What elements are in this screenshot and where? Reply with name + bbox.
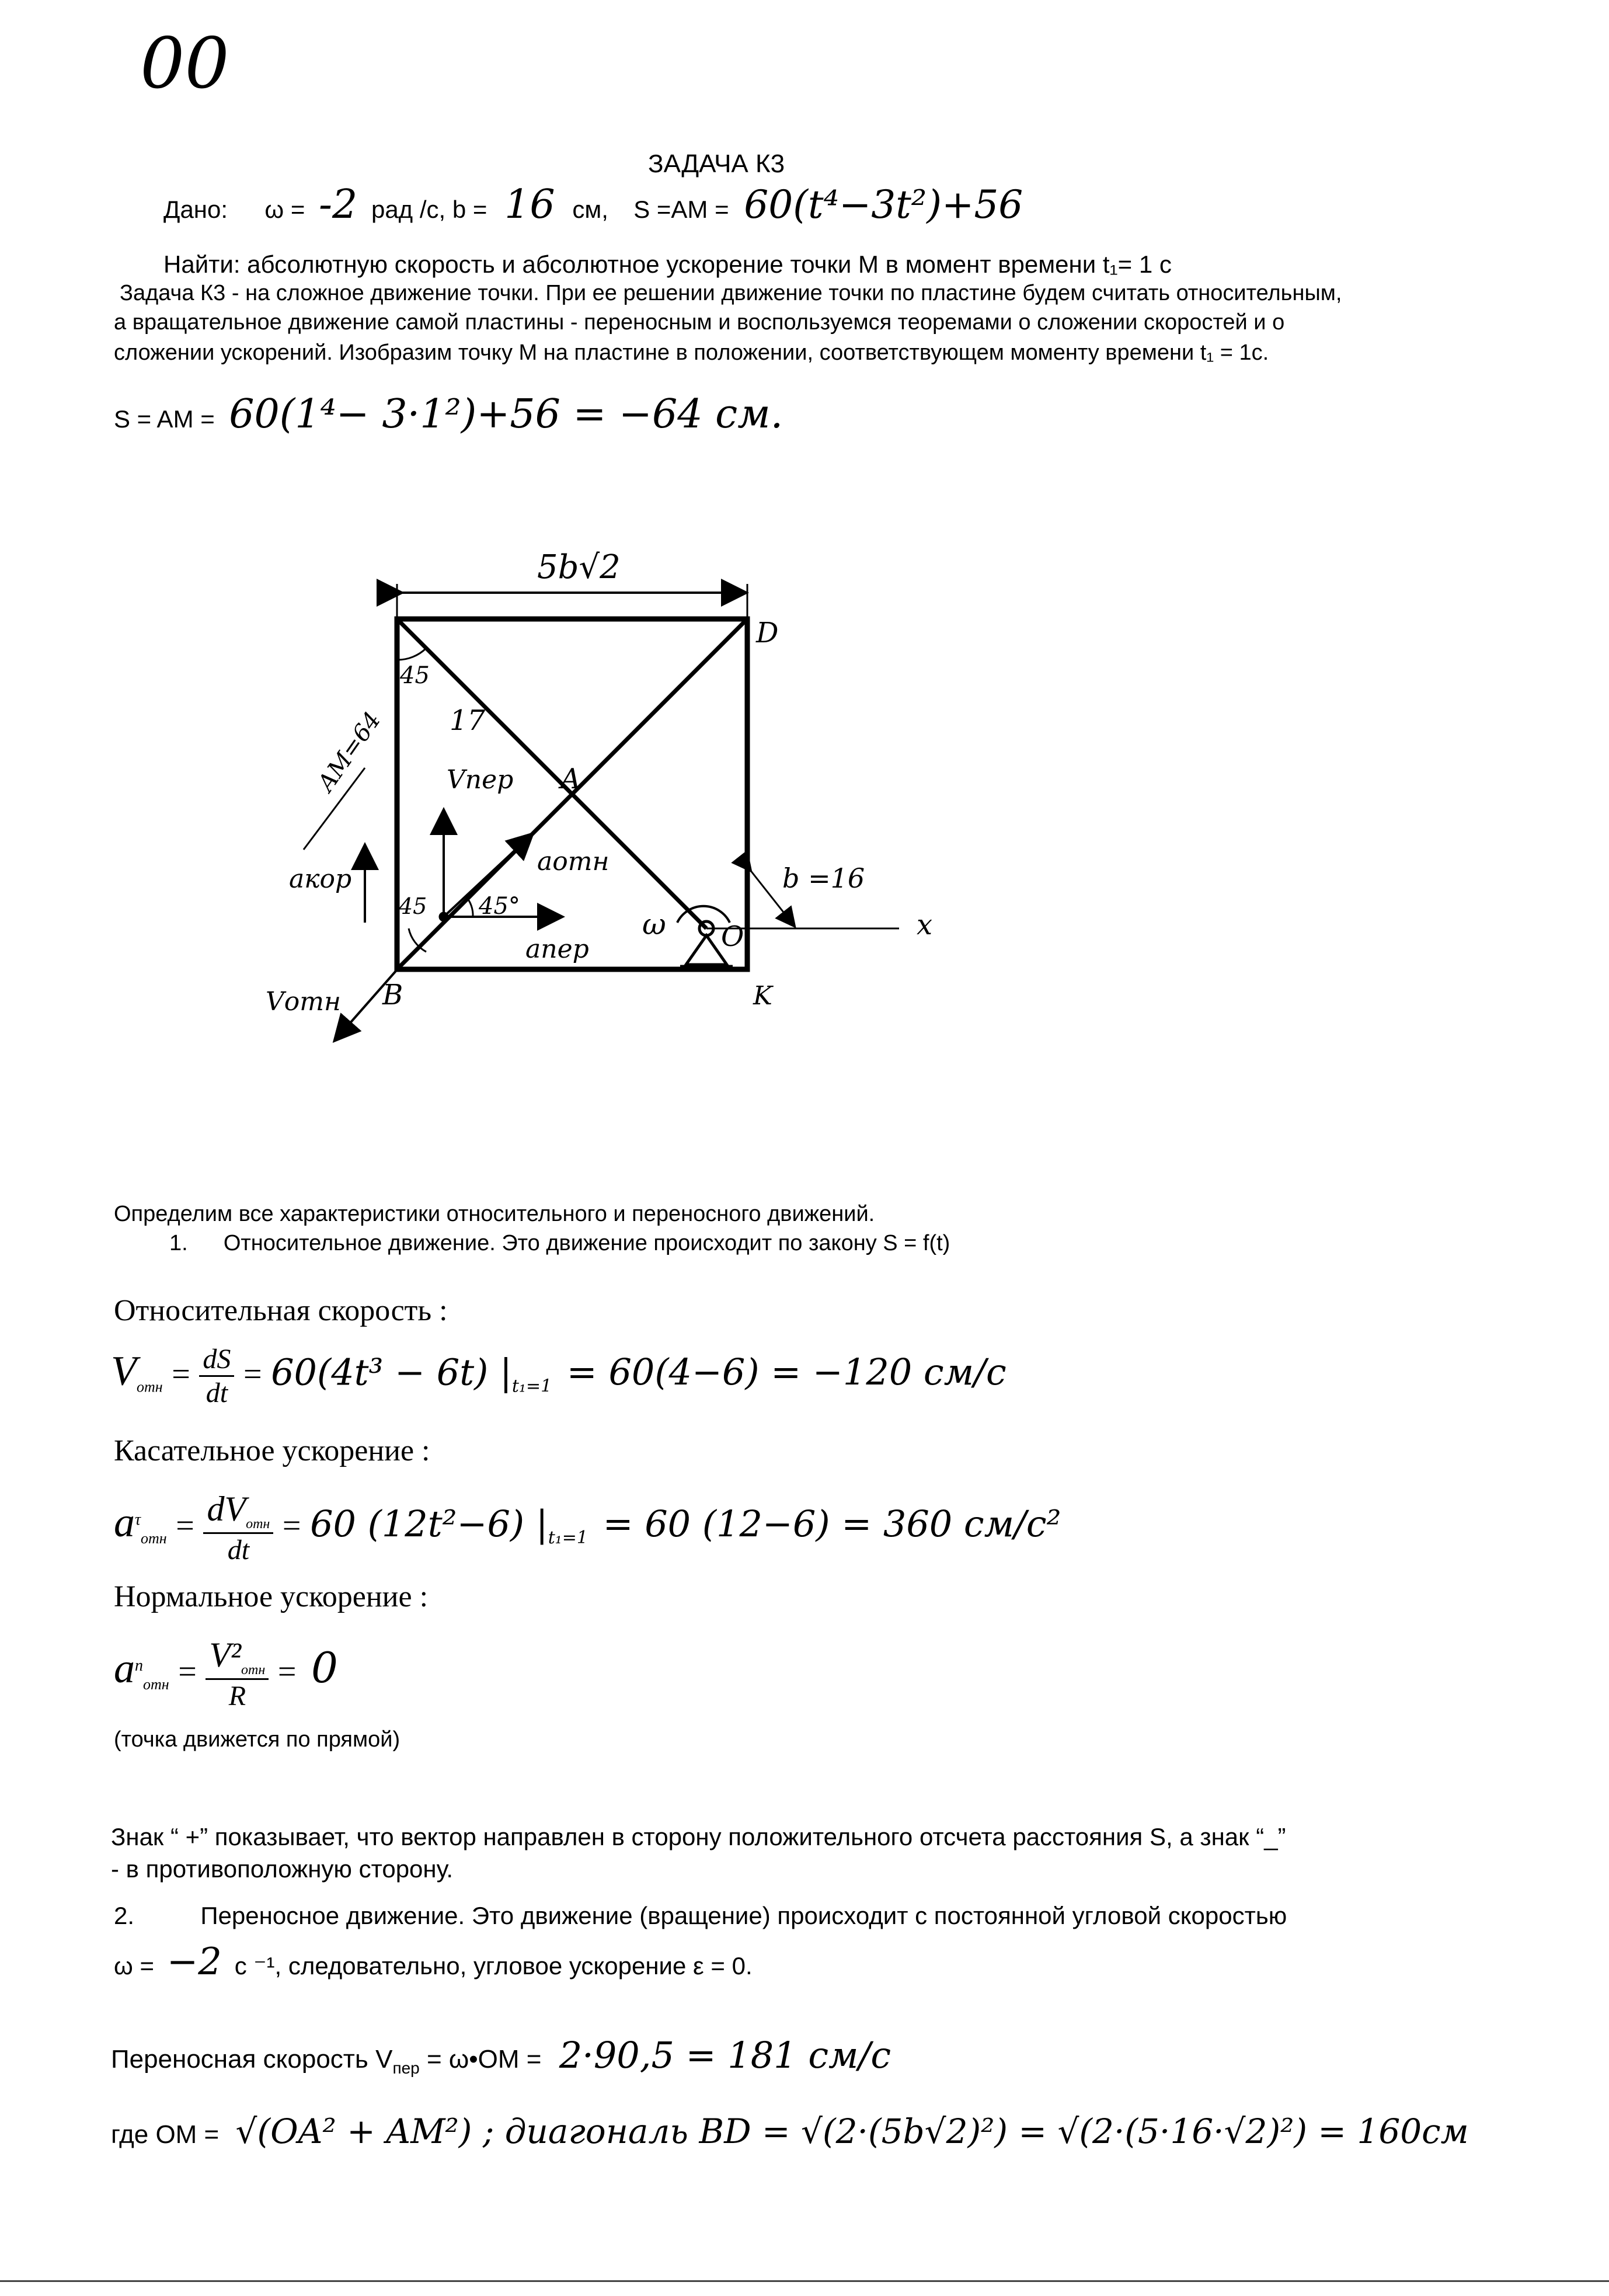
norm-accel-heading: Нормальное ускорение : [114, 1580, 429, 1613]
rel-v-calc-sub: t₁=1 [511, 1376, 552, 1397]
fig-seg-label: 17 [450, 704, 486, 737]
tan-a-fraction [203, 1489, 273, 1566]
s-line-label: S = AM = [114, 405, 215, 433]
fig-top-dim: 5b√2 [537, 548, 621, 586]
given-line [163, 182, 1023, 228]
fig-label-x: x [917, 909, 933, 941]
tan-a-den: dt [227, 1535, 250, 1566]
item2-line-1 [114, 1901, 1287, 1931]
item2-text: Переносное движение. Это движение (вращение) происходит с постоянной угловой скоростью [200, 1902, 1287, 1929]
transfer-velocity-line [111, 2035, 891, 2089]
fig-label-b: B [382, 979, 403, 1011]
norm-a-lhs: a [114, 1644, 135, 1692]
tan-a-num-sub: отн [246, 1516, 270, 1532]
fig-label-d: D [756, 617, 779, 649]
fig-v-otn: Vотн [266, 987, 341, 1017]
item2-line-2-text: c ⁻¹, следовательно, угловое ускорение ε = 0. [234, 1952, 753, 1980]
intro-line-3: сложении ускорений. Изобразим точку M на пластине в положении, соответствующем моменту времени t₁ = 1с. [114, 340, 1269, 365]
transfer-calc: 2·90,5 = 181 см/с [559, 2034, 891, 2076]
sign-text-2: - в противоположную сторону. [111, 1855, 454, 1883]
om-line [111, 2108, 1469, 2158]
corner-mark: 00 [140, 23, 229, 105]
norm-accel-note: (точка движется по прямой) [114, 1727, 400, 1752]
tan-accel-formula: $a^\tau_{отн}$ = $\frac{dV_{отн}}{dt}$ = 60 (12t²−6) $|_{t_1=1} = 60$ (12−6) = 360 см/с² [114, 1490, 1061, 1566]
norm-a-num-sub: отн [241, 1662, 266, 1678]
section-item-1-num: 1. [169, 1231, 188, 1255]
section-item-1 [169, 1229, 950, 1257]
tan-a-lhs-sub: отн [141, 1529, 167, 1547]
page-edge [0, 2280, 1609, 2282]
omega-label: ω = [264, 196, 305, 223]
transfer-label: Переносная скорость V [111, 2045, 393, 2074]
transfer-label-tail: = ω•OM = [426, 2045, 542, 2074]
s-formula: 60(t⁴−3t²)+56 [744, 182, 1023, 227]
rel-v-num: dS [199, 1343, 234, 1377]
rel-v-lhs-sub: отн [136, 1378, 163, 1396]
tan-a-calc: 60 (12t²−6) | [310, 1502, 548, 1545]
norm-a-fraction [206, 1635, 269, 1712]
figure-diagram [234, 543, 992, 1069]
rel-v-calc: 60(4t³ − 6t) | [271, 1351, 512, 1394]
norm-a-den: R [228, 1681, 246, 1711]
tan-accel-heading: Касательное ускорение : [114, 1434, 430, 1467]
fig-label-k: K [753, 981, 772, 1011]
tan-a-result: = 60 (12−6) = 360 см/с² [602, 1502, 1061, 1545]
item2-omega-label: ω = [114, 1952, 154, 1980]
b-unit: см, [572, 196, 608, 223]
item2-omega-value: −2 [166, 1940, 222, 1984]
fig-v-per: Vпер [447, 765, 514, 795]
tan-a-num: dV [207, 1490, 246, 1528]
s-line-calc: 60(1⁴− 3·1²)+56 = −64 см. [229, 391, 783, 437]
sign-text-1: Знак “ +” показывает, что вектор направлен в сторону положительного отсчета расстояния S, а знак “_” [111, 1823, 1286, 1850]
omega-value: -2 [319, 182, 358, 228]
transfer-label-sub: пер [392, 2058, 420, 2077]
s-line [114, 391, 783, 437]
intro-line-2: а вращательное движение самой пластины - переносным и воспользуемся теоремами о сложении скоростей и о [114, 310, 1285, 335]
rel-velocity-formula: $V_{отн}$ = $\frac{dS}{dt}$ = 60(4t³ − 6t) $|_{t_1=1} = 60(4-6) = -120$ см/с [111, 1344, 1007, 1408]
find-line: Найти: абсолютную скорость и абсолютное ускорение точки M в момент времени t₁= 1 с [163, 251, 1172, 278]
fig-angle-bottom: 45 [399, 893, 427, 919]
norm-a-result: 0 [311, 1643, 338, 1692]
rel-velocity-heading: Относительная скорость : [114, 1294, 448, 1327]
item2-num: 2. [114, 1902, 135, 1929]
fig-am-label: AM=64 [312, 707, 386, 796]
fig-a-otn: аотн [537, 847, 610, 876]
omega-unit: рад /с, b = [371, 196, 487, 223]
item2-line-2 [114, 1940, 753, 1984]
b-value: 16 [504, 182, 555, 228]
fig-angle-45: 45° [479, 893, 520, 920]
norm-accel-formula: $a^n_{отн}$ = $\frac{V^2_{отн}}{R}$ = 0 [114, 1636, 338, 1711]
rel-v-lhs: V [111, 1347, 137, 1394]
om-label: где OM = [111, 2120, 220, 2149]
om-formula: √(OA² + AM²) ; диагональ BD = √(2·(5b√2)²) = √(2·(5·16·√2)²) = 160см [235, 2111, 1469, 2151]
fig-omega: ω [642, 907, 666, 941]
page-title: ЗАДАЧА К3 [648, 149, 785, 178]
norm-a-lhs-sub: отн [143, 1675, 169, 1693]
fig-label-a: A [560, 763, 581, 795]
tan-a-calc-sub: t₁=1 [548, 1527, 588, 1548]
fig-b-label: b =16 [782, 862, 865, 894]
section-item-1-text: Относительное движение. Это движение происходит по закону S = f(t) [223, 1231, 950, 1255]
intro-line-1: Задача К3 - на сложное движение точки. При ее решении движение точки по пластине будем считать относительным, [120, 281, 1342, 305]
norm-a-num: V² [209, 1636, 242, 1674]
rel-v-fraction [199, 1343, 234, 1409]
rel-v-result: = 60(4−6) = −120 см/с [566, 1351, 1007, 1394]
fig-angle-top: 45 [400, 662, 430, 689]
s-label: S =AM = [633, 196, 729, 223]
fig-a-per: апер [525, 934, 589, 964]
given-label: Дано: [163, 196, 228, 223]
norm-a-lhs-sup: n [135, 1657, 143, 1675]
tan-a-lhs: a [114, 1498, 135, 1546]
rel-v-den: dt [206, 1377, 228, 1408]
fig-label-o: O [721, 920, 744, 953]
tan-a-lhs-sup: τ [135, 1511, 141, 1529]
fig-a-kor: акор [289, 864, 352, 894]
section-intro: Определим все характеристики относительного и переносного движений. [114, 1202, 875, 1226]
